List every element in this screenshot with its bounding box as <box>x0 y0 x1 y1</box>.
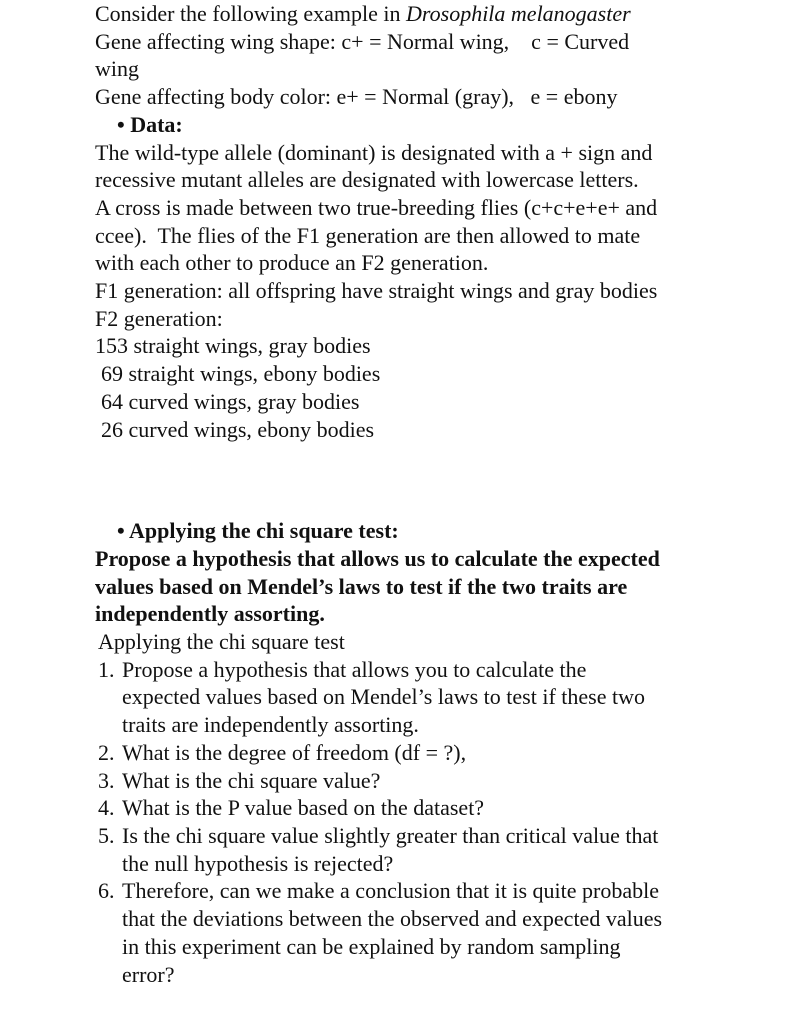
body-gene-line: Gene affecting body color: e+ = Normal (gray), e = ebony <box>95 84 618 110</box>
question-item <box>98 656 785 739</box>
wing-gene-line: Gene affecting wing shape: c+ = Normal wing, c = Curved <box>95 28 630 54</box>
question-number: 2. <box>98 739 115 765</box>
question-text: Propose a hypothesis that allows you to calculate the <box>122 656 587 682</box>
question-text: error? <box>122 961 175 987</box>
f2-result-item: 69 straight wings, ebony bodies <box>101 361 381 387</box>
question-text: that the deviations between the observed and expected values <box>122 906 663 932</box>
question-text: Is the chi square value slightly greater than critical value that <box>122 822 659 848</box>
question-text: What is the degree of freedom (df = ?), <box>122 739 467 765</box>
chi-subheading: Applying the chi square test <box>98 629 345 655</box>
data-text-line: A cross is made between two true-breeding flies (c+c+e+e+ and <box>95 194 658 220</box>
hypothesis-line: Propose a hypothesis that allows us to calculate the expected <box>95 545 660 571</box>
question-text: What is the P value based on the dataset? <box>122 795 485 821</box>
question-item <box>98 877 785 988</box>
chi-heading <box>95 517 785 545</box>
question-item <box>98 739 785 767</box>
data-text-line: recessive mutant alleles are designated with lowercase letters. <box>95 167 639 193</box>
f2-result-item: 64 curved wings, gray bodies <box>101 388 360 414</box>
question-number: 5. <box>98 822 115 848</box>
question-text: What is the chi square value? <box>122 767 381 793</box>
question-list <box>95 656 785 988</box>
intro-line <box>95 0 785 28</box>
question-number: 6. <box>98 878 115 904</box>
intro-block <box>95 0 785 111</box>
document-page <box>95 0 785 988</box>
intro-prefix: Consider the following example in <box>95 1 406 26</box>
f1-result-line: F1 generation: all offspring have straight wings and gray bodies <box>95 278 658 304</box>
data-text-line: ccee). The flies of the F1 generation are then allowed to mate <box>95 222 641 248</box>
data-heading <box>95 111 785 139</box>
bullet-icon: • <box>117 518 125 544</box>
question-item <box>98 794 785 822</box>
species-name: Drosophila melanogaster <box>406 1 631 26</box>
data-text-line: with each other to produce an F2 generation. <box>95 250 489 276</box>
data-section <box>95 111 785 443</box>
question-number: 4. <box>98 795 115 821</box>
bullet-icon: • <box>117 111 125 137</box>
f2-result-item: 153 straight wings, gray bodies <box>95 333 371 359</box>
question-number: 3. <box>98 767 115 793</box>
chi-heading-text: Applying the chi square test: <box>129 518 399 544</box>
question-text: expected values based on Mendel’s laws to test if these two <box>122 684 645 710</box>
chi-section <box>95 517 785 988</box>
hypothesis-line: values based on Mendel’s laws to test if the two traits are <box>95 573 628 599</box>
wing-gene-continuation: wing <box>95 56 139 82</box>
hypothesis-line: independently assorting. <box>95 601 325 627</box>
question-text: in this experiment can be explained by random sampling <box>122 933 621 959</box>
data-heading-text: Data: <box>130 111 183 137</box>
f2-heading-line: F2 generation: <box>95 305 223 331</box>
question-number: 1. <box>98 656 115 682</box>
question-text: the null hypothesis is rejected? <box>122 850 394 876</box>
question-text: traits are independently assorting. <box>122 712 419 738</box>
question-text: Therefore, can we make a conclusion that it is quite probable <box>122 878 659 904</box>
f2-result-item: 26 curved wings, ebony bodies <box>101 416 375 442</box>
data-text-line: The wild-type allele (dominant) is designated with a + sign and <box>95 139 653 165</box>
question-item <box>98 822 785 877</box>
question-item <box>98 767 785 795</box>
